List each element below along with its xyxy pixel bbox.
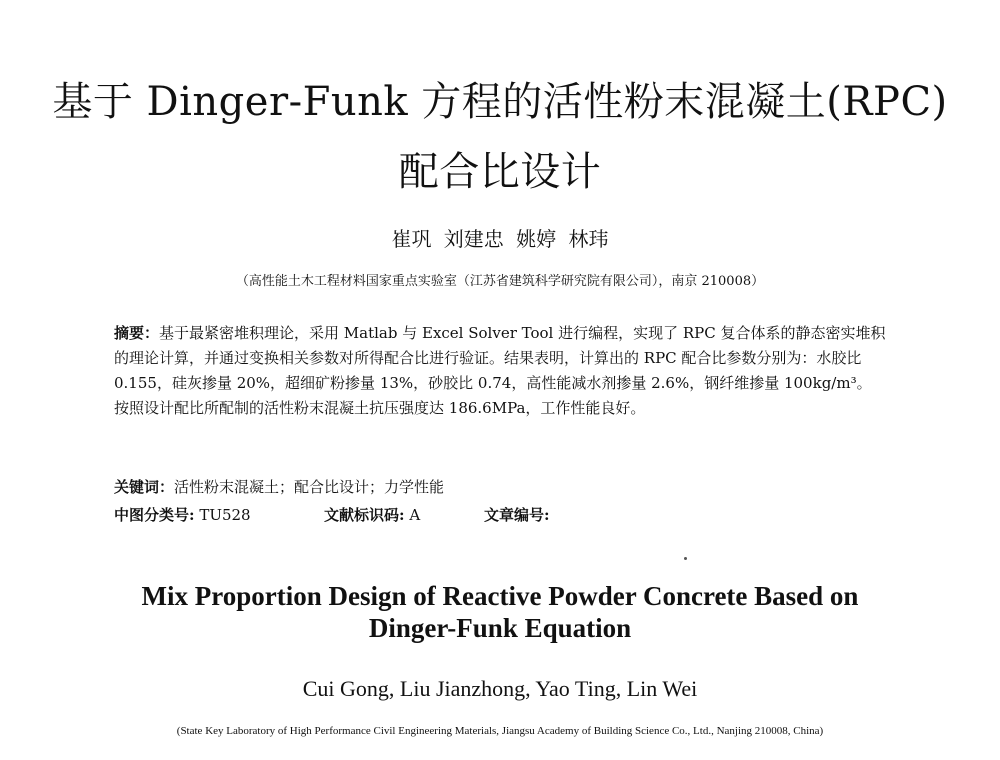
article-number-label: 文章编号: [484, 506, 550, 524]
affiliation-cn: （高性能土木工程材料国家重点实验室（江苏省建筑科学研究院有限公司），南京 210008） [235, 274, 765, 289]
abstract-text: 基于最紧密堆积理论，采用 Matlab 与 Excel Solver Tool 进行编程，实现了 RPC 复合体系的静态密实堆积的理论计算，并通过变换相关参数对所得配合比进行验证。结果表明，计算出的 RPC 配合比参数分别为：水胶比 0.155，硅灰掺量 20%，超细矿粉掺量 13%，砂胶比 0.74，高性能减水剂掺量 2.6%，钢纤维掺量 100kg/m³。按照设计配比所配制的活性粉末混凝土抗压强度达 186.6MPa，工作性能良好。 [114, 324, 886, 417]
authors-en: Cui Gong, Liu Jianzhong, Yao Ting, Lin Wei [302, 676, 698, 701]
title-en-line1: Mix Proportion Design of Reactive Powder Concrete Based on [141, 581, 859, 611]
keywords-text: 活性粉末混凝土；配合比设计；力学性能 [174, 478, 445, 496]
scan-speck [684, 557, 687, 560]
title-en [0, 580, 1000, 644]
title-cn-line2: 配合比设计 [398, 149, 602, 195]
clc-value: TU528 [199, 506, 251, 524]
keywords [114, 477, 886, 497]
title-cn-line1: 基于 Dinger-Funk 方程的活性粉末混凝土(RPC) [52, 79, 948, 125]
keywords-label: 关键词： [114, 478, 175, 496]
clc-number [114, 505, 324, 525]
classification-line [114, 505, 886, 525]
title-en-line2: Dinger-Funk Equation [368, 613, 632, 643]
clc-label: 中图分类号: [114, 506, 195, 524]
abstract [114, 321, 886, 421]
doc-code-label: 文献标识码: [324, 506, 405, 524]
abstract-label: 摘要： [114, 324, 160, 342]
article-number [484, 505, 550, 525]
document-code [324, 505, 484, 525]
authors-cn: 崔巩 刘建忠 姚婷 林玮 [391, 227, 609, 251]
affiliation-en: (State Key Laboratory of High Performance Civil Engineering Materials, Jiangsu Academy of Building Science Co., Ltd., Nanjing 210008, China) [176, 725, 824, 737]
doc-code-value: A [409, 506, 421, 524]
